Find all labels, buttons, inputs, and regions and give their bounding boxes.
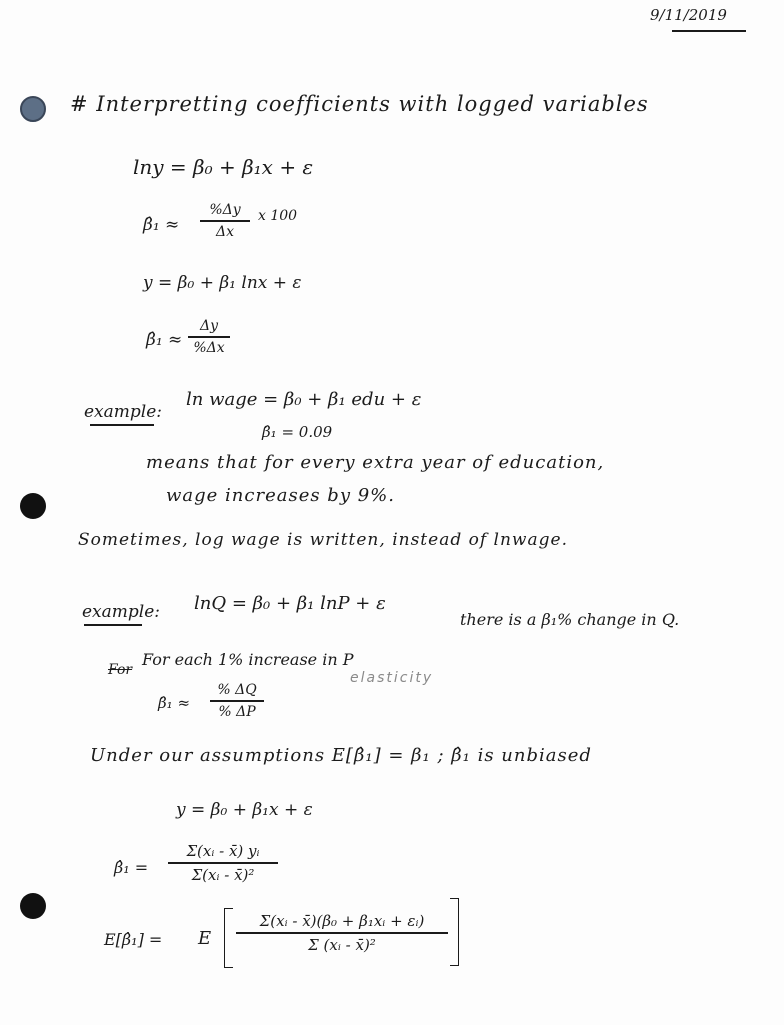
binder-hole-top (20, 96, 46, 122)
equation-log-linear: lny = β₀ + β₁x + ε (133, 155, 314, 179)
fraction-denominator: %Δx (193, 339, 225, 356)
binder-hole-middle (20, 493, 46, 519)
example-label: example: (84, 402, 163, 422)
fraction-bar (236, 932, 448, 934)
fraction-dy-over-pct-dx (188, 318, 230, 356)
fraction-denominator: Δx (215, 223, 234, 240)
fraction-denominator: Σ (xᵢ - x̄)² (308, 935, 376, 954)
times-100: x 100 (258, 208, 298, 224)
left-bracket (224, 908, 233, 968)
elasticity-note: elasticity (350, 670, 434, 686)
fraction-bar (168, 862, 278, 864)
example-2-label: example: (82, 602, 161, 622)
interpretation-line-1: means that for every extra year of education, (146, 452, 605, 473)
example-beta-value: β̂₁ = 0.09 (262, 423, 333, 441)
beta-hat-approx-1: β̂₁ ≈ (143, 215, 180, 235)
fraction-numerator: Δy (199, 318, 219, 334)
binder-hole-bottom (20, 893, 46, 919)
struck-word: For (108, 662, 133, 678)
example-2-equation: lnQ = β₀ + β₁ lnP + ε (194, 593, 386, 614)
expectation-prefix: E[β̂₁] = (104, 930, 163, 949)
example-equation: ln wage = β₀ + β₁ edu + ε (186, 389, 422, 410)
unbiasedness-statement: Under our assumptions E[β̂₁] = β₁ ; β̂₁ is unbiased (90, 745, 592, 766)
fraction-numerator: % ΔQ (217, 682, 257, 698)
interpretation-line-2: wage increases by 9%. (166, 485, 395, 506)
fraction-pct-dq-over-pct-dp (210, 682, 264, 720)
equation-linear-log: y = β₀ + β₁ lnx + ε (143, 273, 302, 293)
percent-increase-line: For each 1% increase in P (142, 650, 354, 669)
page-title: # Interpretting coefficients with logged variables (70, 92, 649, 116)
beta-hat-estimator: β̂₁ = (114, 858, 149, 877)
fraction-denominator: % ΔP (218, 703, 256, 720)
model-equation: y = β₀ + β₁x + ε (176, 800, 313, 820)
fraction-bar (188, 336, 230, 338)
log-wage-note: Sometimes, log wage is written, instead of lnwage. (78, 530, 568, 550)
fraction-bar (210, 700, 264, 702)
fraction-bar (200, 220, 250, 222)
date-underline (672, 30, 746, 32)
fraction-expectation (236, 912, 448, 954)
example-2-underline (84, 624, 142, 626)
fraction-numerator: %Δy (209, 202, 241, 218)
beta-hat-approx-3: β̂₁ ≈ (158, 694, 191, 712)
example-underline (90, 424, 154, 426)
beta-hat-approx-2: β̂₁ ≈ (146, 330, 183, 350)
fraction-pct-dy-over-dx (200, 202, 250, 240)
fraction-numerator: Σ(xᵢ - x̄) yᵢ (186, 842, 260, 860)
example-2-note: there is a β₁% change in Q. (460, 610, 680, 629)
right-bracket (450, 898, 459, 966)
fraction-ols-estimator (168, 842, 278, 884)
date: 9/11/2019 (650, 6, 727, 24)
expectation-operator: E (198, 928, 212, 949)
fraction-numerator: Σ(xᵢ - x̄)(β₀ + β₁xᵢ + εᵢ) (259, 912, 425, 930)
fraction-denominator: Σ(xᵢ - x̄)² (191, 865, 255, 884)
